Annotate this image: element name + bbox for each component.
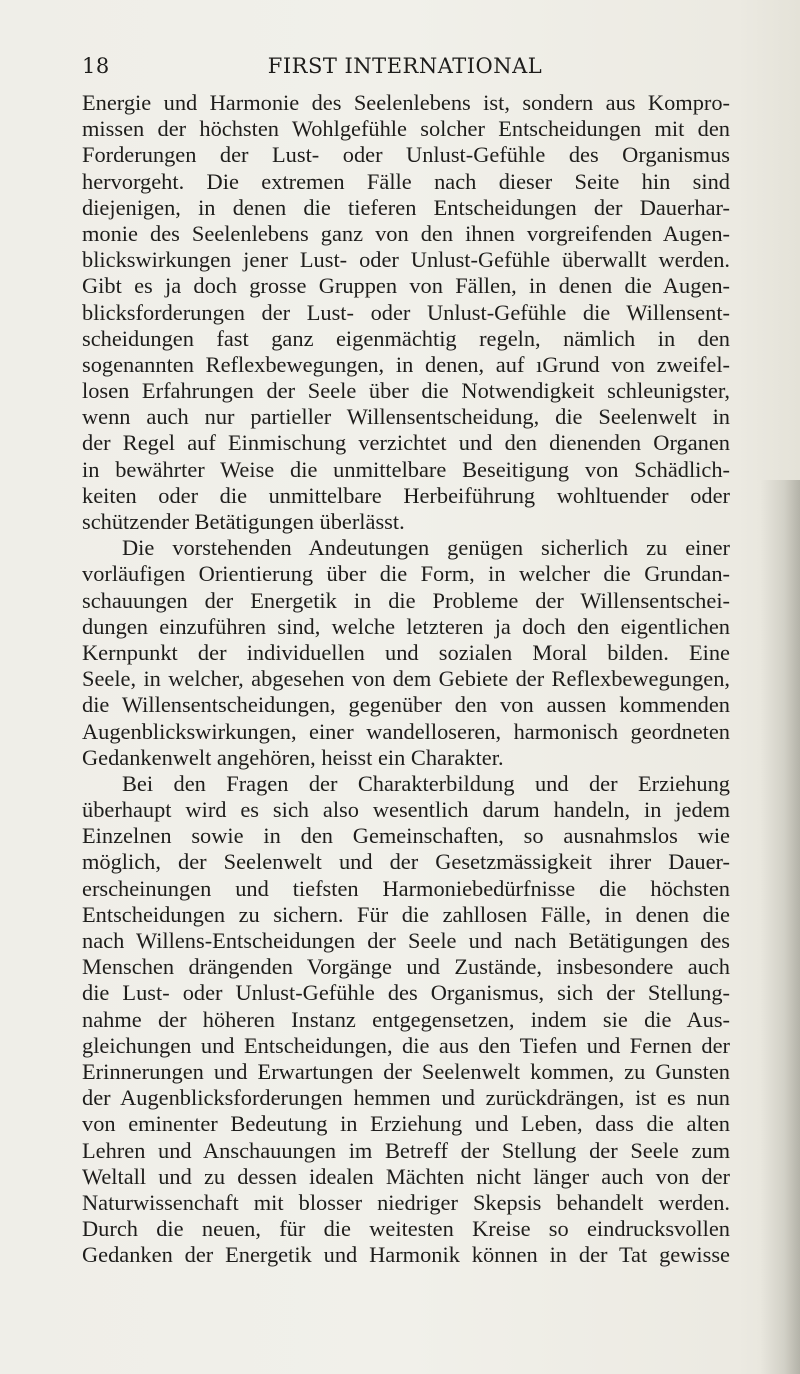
text-line: die Willensentscheidungen, gegenüber den von aussen kommenden: [82, 692, 730, 718]
text-line: möglich, der Seelenwelt und der Gesetzmässigkeit ihrer Dauer-: [82, 849, 730, 875]
text-line: keiten oder die unmittelbare Herbeiführung wohltuender oder: [82, 482, 730, 508]
text-line: missen der höchsten Wohlgefühle solcher Entscheidungen mit den: [82, 116, 730, 142]
text-line: diejenigen, in denen die tieferen Entscheidungen der Dauerhar-: [82, 194, 730, 220]
text-line: dungen einzuführen sind, welche letzteren ja doch den eigentlichen: [82, 613, 730, 639]
text-line: Weltall und zu dessen idealen Mächten nicht länger auch von der: [82, 1163, 730, 1189]
text-line: in bewährter Weise die unmittelbare Beseitigung von Schädlich-: [82, 456, 730, 482]
text-line: von eminenter Bedeutung in Erziehung und Leben, dass die alten: [82, 1111, 730, 1137]
text-line: Gedankenwelt angehören, heisst ein Charakter.: [82, 744, 504, 770]
text-line: nahme der höheren Instanz entgegensetzen, indem sie die Aus-: [82, 1006, 730, 1032]
text-line: losen Erfahrungen der Seele über die Notwendigkeit schleunigster,: [82, 378, 730, 404]
paragraph: [82, 90, 730, 535]
text-line: schauungen der Energetik in die Probleme der Willensentschei-: [82, 587, 730, 613]
page-number: 18: [82, 54, 110, 78]
text-line: monie des Seelenlebens ganz von den ihnen vorgreifenden Augen-: [82, 220, 730, 246]
text-line: Lehren und Anschauungen im Betreff der Stellung der Seele zum: [82, 1137, 730, 1163]
text-line: Durch die neuen, für die weitesten Kreise so eindrucksvollen: [82, 1216, 730, 1242]
page-header: [82, 54, 728, 82]
text-line: der Augenblicksforderungen hemmen und zurückdrängen, ist es nun: [82, 1085, 730, 1111]
text-line: der Regel auf Einmischung verzichtet und den dienenden Organen: [82, 430, 730, 456]
text-line: überhaupt wird es sich also wesentlich darum handeln, in jedem: [82, 797, 730, 823]
text-line: Energie und Harmonie des Seelenlebens ist, sondern aus Kompro-: [82, 90, 730, 115]
paragraph: [82, 535, 730, 771]
text-line: vorläufigen Orientierung über die Form, in welcher die Grundan-: [82, 561, 730, 587]
text-line: erscheinungen und tiefsten Harmoniebedürfnisse die höchsten: [82, 875, 730, 901]
text-line: wenn auch nur partieller Willensentscheidung, die Seelenwelt in: [82, 404, 730, 430]
text-line: Entscheidungen zu sichern. Für die zahllosen Fälle, in denen die: [82, 901, 730, 927]
text-line: Gedanken der Energetik und Harmonik können in der Tat gewisse: [82, 1242, 730, 1268]
text-line: Menschen drängenden Vorgänge und Zustände, insbesondere auch: [82, 954, 730, 980]
text-line: Bei den Fragen der Charakterbildung und der Erziehung: [122, 770, 730, 796]
text-line: hervorgeht. Die extremen Fälle nach dieser Seite hin sind: [82, 168, 730, 194]
text-line: Einzelnen sowie in den Gemeinschaften, so ausnahmslos wie: [82, 823, 730, 849]
text-line: Forderungen der Lust- oder Unlust-Gefühle des Organismus: [82, 142, 730, 168]
text-line: Kernpunkt der individuellen und sozialen Moral bilden. Eine: [82, 639, 730, 665]
text-line: sogenannten Reflexbewegungen, in denen, auf ıGrund von zweifel-: [82, 351, 730, 377]
running-title: FIRST INTERNATIONAL: [267, 54, 543, 78]
page-edge-shadow: [760, 480, 800, 1374]
text-line: nach Willens-Entscheidungen der Seele und nach Betätigungen des: [82, 928, 730, 953]
text-line: Seele, in welcher, abgesehen von dem Gebiete der Reflexbewegungen,: [82, 666, 730, 692]
body-text: [82, 90, 730, 1268]
text-line: Naturwissenchaft mit blosser niedriger Skepsis behandelt werden.: [82, 1189, 730, 1215]
text-line: scheidungen fast ganz eigenmächtig regeln, nämlich in den: [82, 325, 730, 351]
text-line: Die vorstehenden Andeutungen genügen sicherlich zu einer: [122, 535, 730, 561]
text-line: schützender Betätigungen überlässt.: [82, 509, 405, 534]
paragraph: [82, 771, 730, 1269]
text-line: Erinnerungen und Erwartungen der Seelenwelt kommen, zu Gunsten: [82, 1058, 730, 1084]
text-line: gleichungen und Entscheidungen, die aus den Tiefen und Fernen der: [82, 1032, 730, 1058]
text-line: blicksforderungen der Lust- oder Unlust-Gefühle die Willensent-: [82, 299, 730, 325]
text-line: Augenblickswirkungen, einer wandelloseren, harmonisch geordneten: [82, 718, 730, 744]
text-line: blickswirkungen jener Lust- oder Unlust-Gefühle überwallt werden.: [82, 247, 730, 273]
text-line: Gibt es ja doch grosse Gruppen von Fällen, in denen die Augen-: [82, 273, 730, 299]
text-line: die Lust- oder Unlust-Gefühle des Organismus, sich der Stellung-: [82, 980, 730, 1006]
